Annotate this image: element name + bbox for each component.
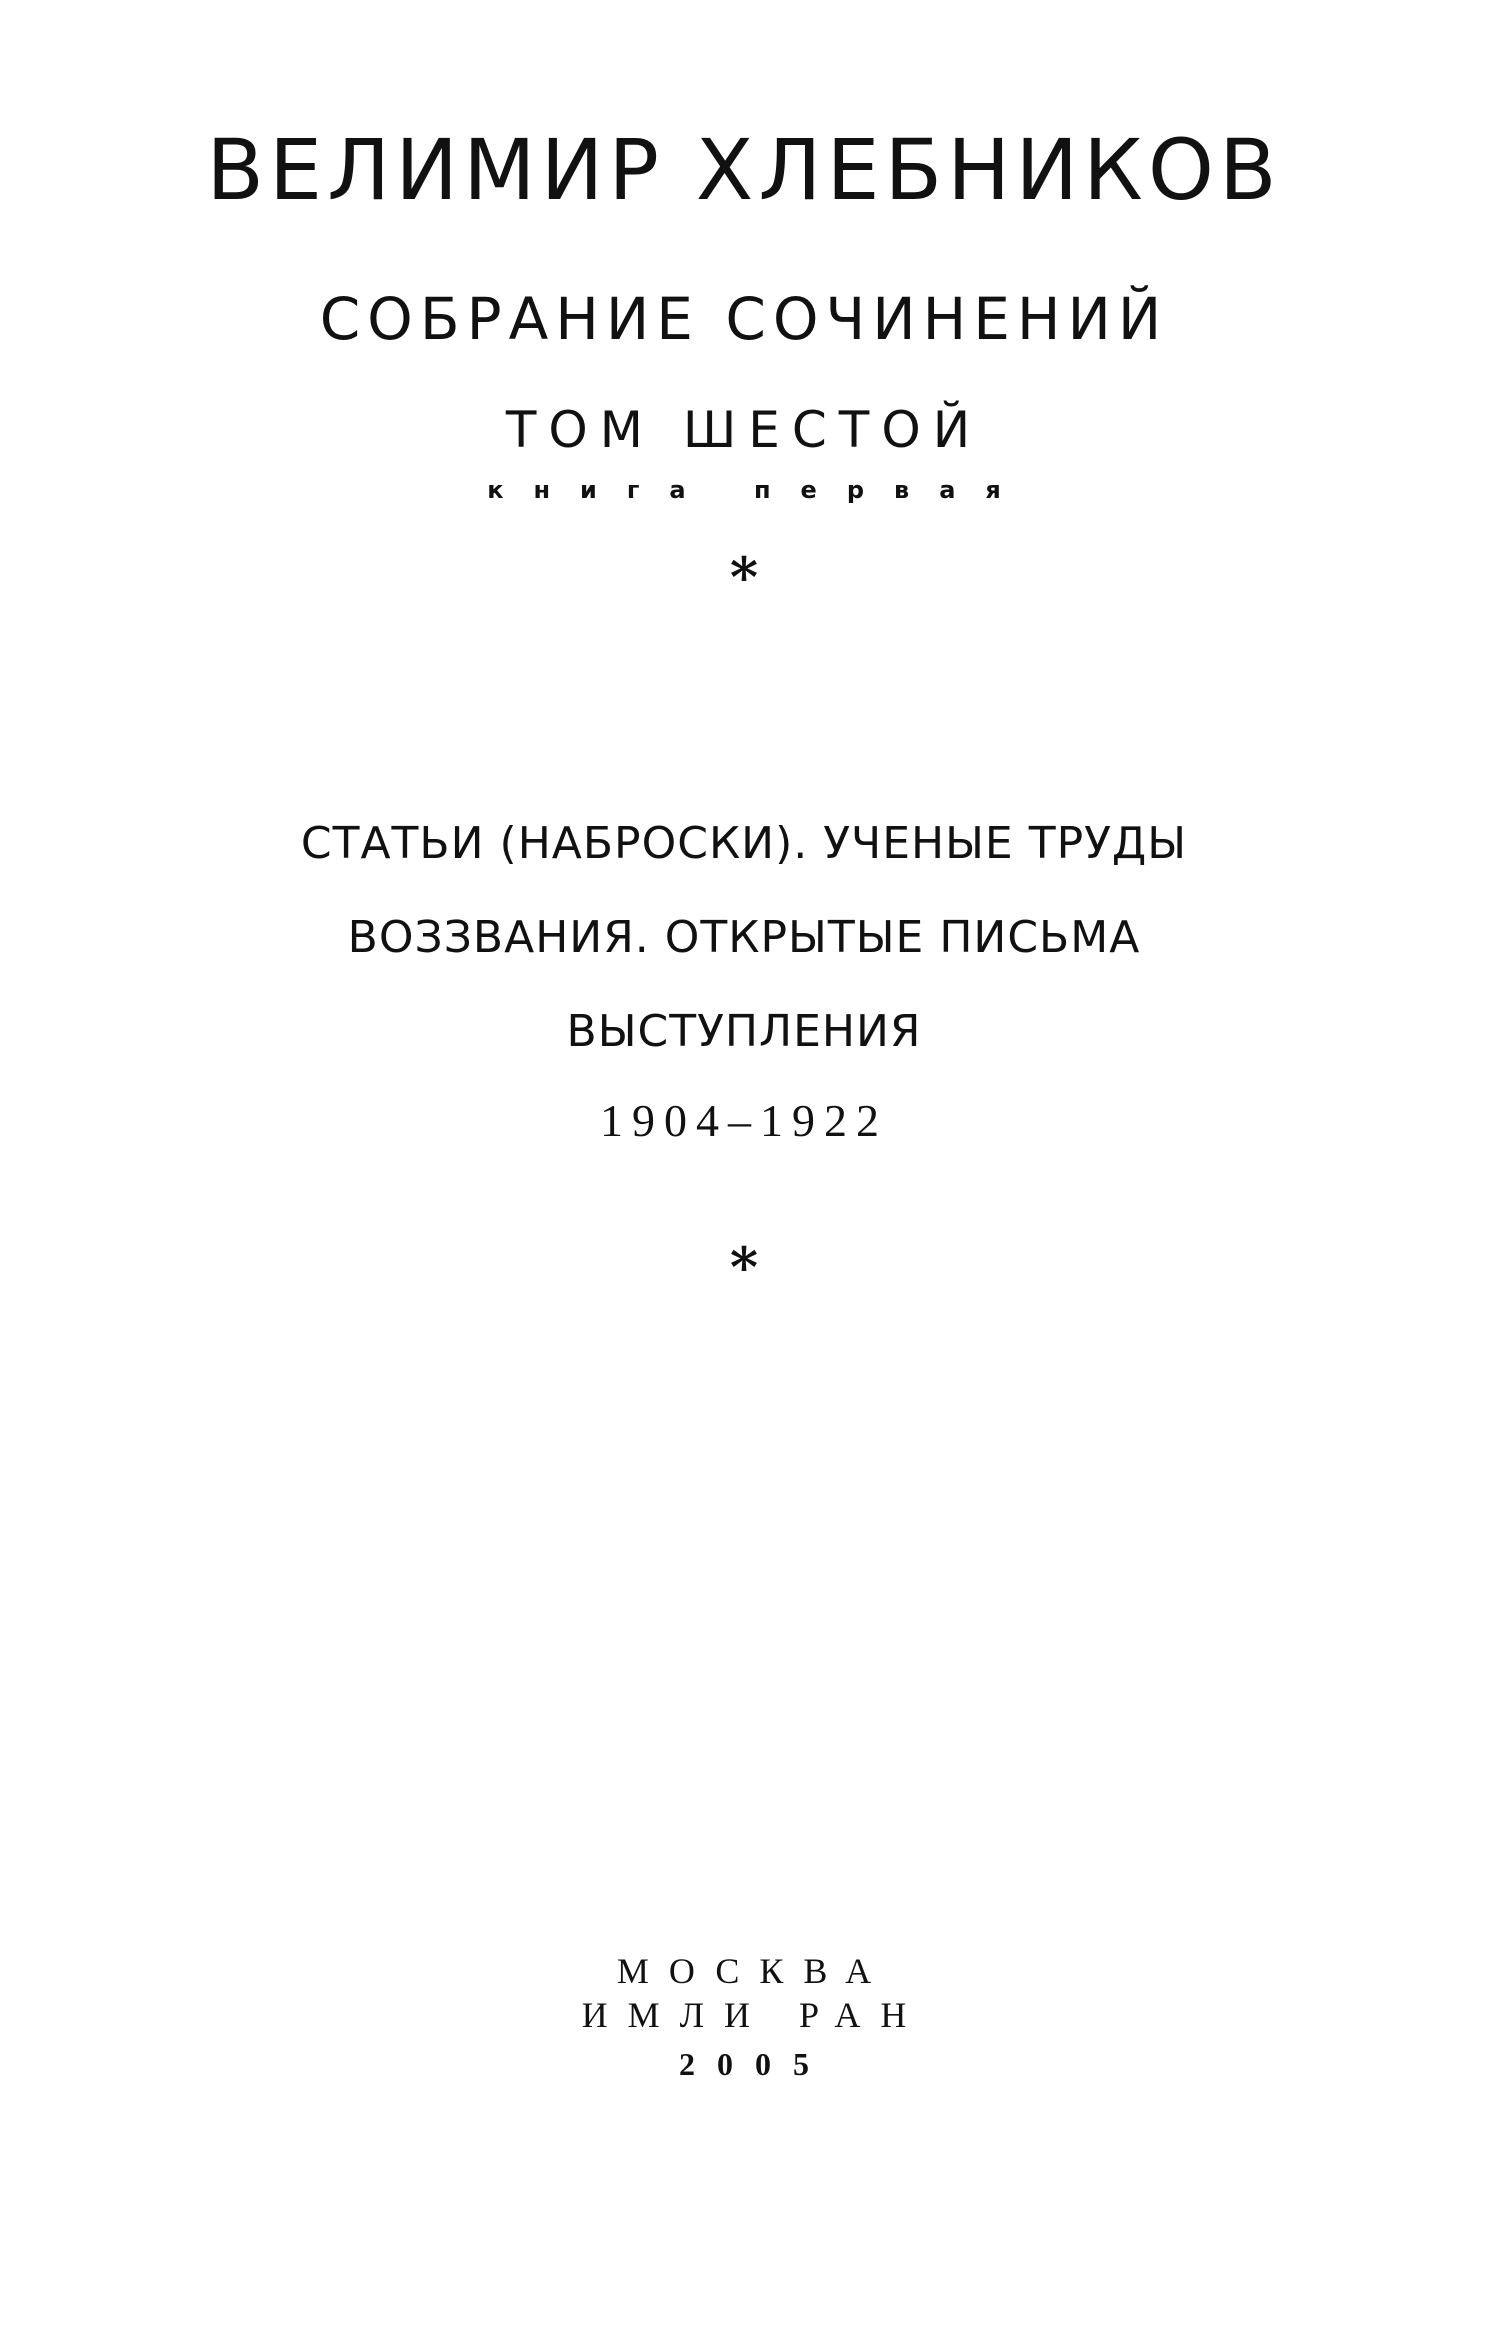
asterisk-ornament-top: * bbox=[729, 545, 759, 609]
contents-line-2: ВОЗЗВАНИЯ. ОТКРЫТЫЕ ПИСЬМА bbox=[347, 912, 1141, 963]
imprint-publisher: ИМЛИ РАН bbox=[581, 1995, 927, 2035]
volume-title: ТОМ ШЕСТОЙ bbox=[505, 401, 983, 459]
asterisk-ornament-bottom: * bbox=[729, 1235, 759, 1299]
years-range: 1904–1922 bbox=[600, 1095, 888, 1146]
imprint-city: МОСКВА bbox=[616, 1951, 892, 1991]
author-name: ВЕЛИМИР ХЛЕБНИКОВ bbox=[206, 121, 1282, 219]
book-subtitle: книга первая bbox=[487, 476, 1031, 504]
contents-line-3: ВЫСТУПЛЕНИЯ bbox=[566, 1006, 922, 1057]
collection-title: СОБРАНИЕ СОЧИНЕНИЙ bbox=[319, 285, 1169, 353]
contents-line-1: СТАТЬИ (НАБРОСКИ). УЧЕНЫЕ ТРУДЫ bbox=[300, 818, 1188, 869]
imprint-year: 2005 bbox=[679, 2046, 831, 2082]
